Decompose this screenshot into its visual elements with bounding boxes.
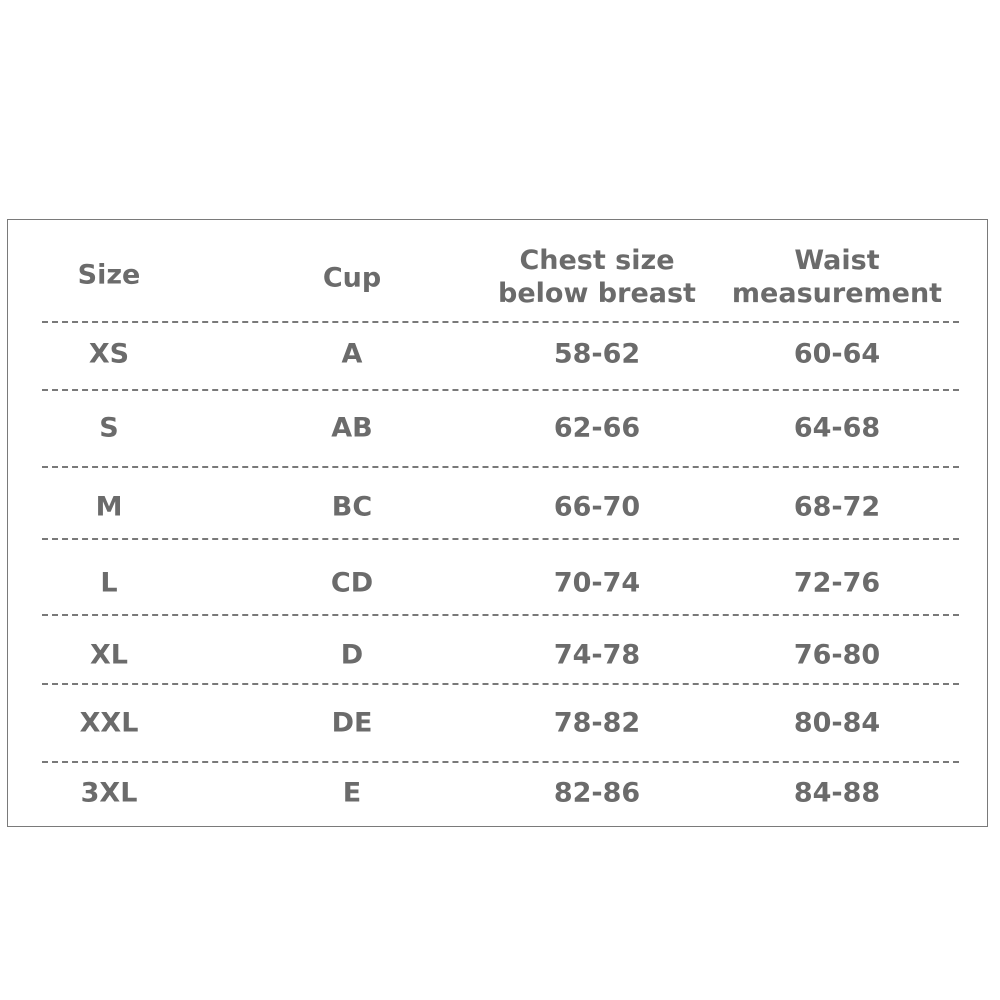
row-separator (42, 389, 959, 391)
cell-cup: E (342, 777, 362, 809)
header-chest-line1: Chest size (519, 245, 675, 276)
cell-size: 3XL (80, 777, 138, 809)
cell-waist: 64-68 (793, 412, 881, 444)
cell-waist: 84-88 (793, 777, 881, 809)
row-separator (42, 683, 959, 685)
cell-chest: 74-78 (553, 639, 641, 671)
cell-waist: 80-84 (793, 707, 881, 739)
row-separator (42, 614, 959, 616)
cell-cup: CD (330, 567, 374, 599)
header-waist-line1: Waist (794, 245, 880, 276)
cell-size: L (100, 567, 118, 599)
header-waist-line2: measurement (731, 278, 943, 309)
cell-cup: D (340, 639, 364, 671)
cell-chest: 70-74 (553, 567, 641, 599)
cell-waist: 60-64 (793, 338, 881, 370)
row-separator (42, 466, 959, 468)
header-chest-size (498, 244, 696, 310)
cell-waist: 76-80 (793, 639, 881, 671)
cell-size: M (95, 491, 123, 523)
cell-size: XL (89, 639, 129, 671)
cell-chest: 66-70 (553, 491, 641, 523)
header-chest-line2: below breast (498, 278, 696, 309)
cell-chest: 82-86 (553, 777, 641, 809)
row-separator (42, 321, 959, 323)
cell-cup: BC (331, 491, 373, 523)
cell-size: XXL (79, 707, 139, 739)
cell-cup: DE (331, 707, 373, 739)
cell-chest: 78-82 (553, 707, 641, 739)
cell-waist: 72-76 (793, 567, 881, 599)
cell-waist: 68-72 (793, 491, 881, 523)
header-size: Size (77, 259, 141, 291)
cell-size: S (99, 412, 119, 444)
row-separator (42, 761, 959, 763)
cell-size: XS (88, 338, 130, 370)
cell-cup: AB (331, 412, 373, 444)
cell-cup: A (341, 338, 363, 370)
row-separator (42, 538, 959, 540)
header-cup: Cup (322, 262, 382, 294)
cell-chest: 58-62 (553, 338, 641, 370)
header-waist (732, 244, 942, 310)
cell-chest: 62-66 (553, 412, 641, 444)
